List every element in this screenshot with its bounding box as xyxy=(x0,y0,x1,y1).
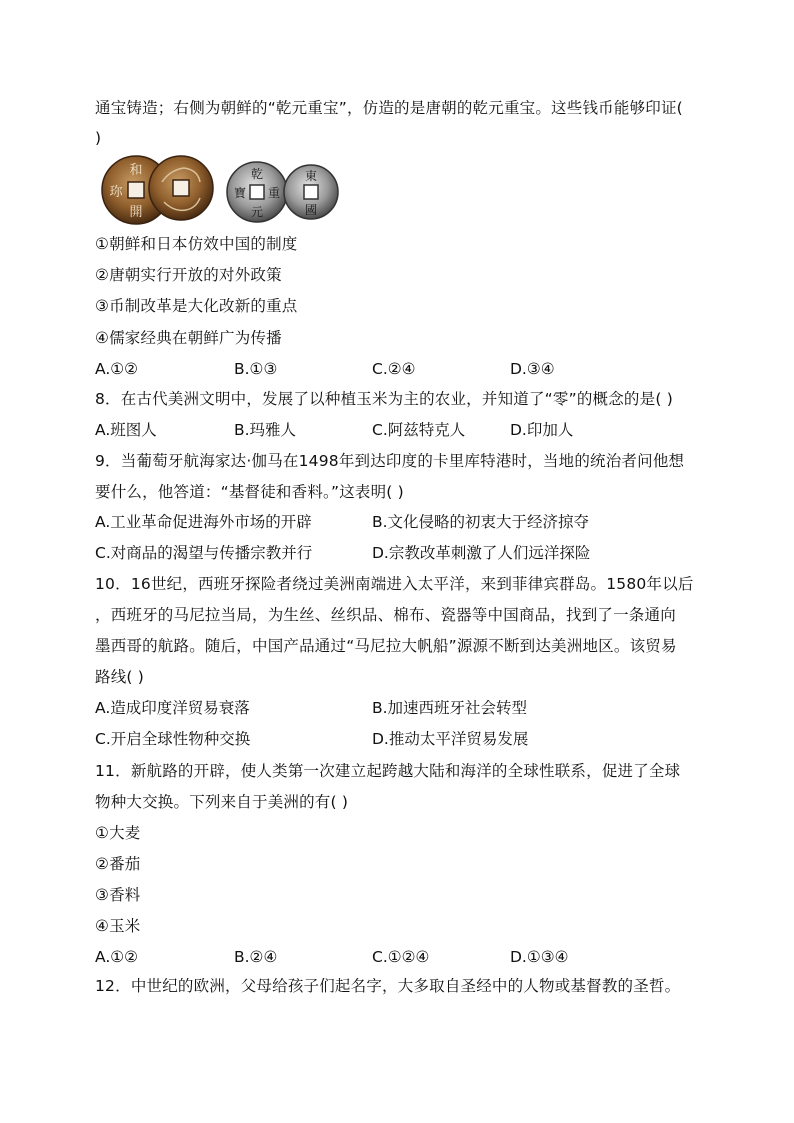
q7-option-c[interactable]: C.②④ xyxy=(372,360,416,378)
q10-option-a[interactable]: A.造成印度洋贸易衰落 xyxy=(95,699,250,717)
svg-text:國: 國 xyxy=(304,203,318,217)
coin-bronze-reverse xyxy=(149,156,213,220)
q11-option-c[interactable]: C.①②④ xyxy=(372,948,430,966)
svg-text:東: 東 xyxy=(304,169,318,183)
q10-stem-line1: 10．16世纪，西班牙探险者绕过美洲南端进入太平洋，来到菲律宾群岛。1580年以后 xyxy=(95,575,694,593)
q11-stem-line1: 11．新航路的开辟，使人类第一次建立起跨越大陆和海洋的全球性联系，促进了全球 xyxy=(95,762,681,780)
q7-item-4: ④儒家经典在朝鲜广为传播 xyxy=(95,329,282,347)
q8-option-b[interactable]: B.玛雅人 xyxy=(234,421,297,439)
coins-illustration xyxy=(100,152,340,228)
q7-item-1: ①朝鲜和日本仿效中国的制度 xyxy=(95,235,298,253)
q10-option-c[interactable]: C.开启全球性物种交换 xyxy=(95,730,251,748)
q9-stem-line1: 9．当葡萄牙航海家达·伽马在1498年到达印度的卡里库特港时，当地的统治者问他想 xyxy=(95,452,685,470)
q7-stem-line2: ) xyxy=(95,129,102,147)
q11-option-b[interactable]: B.②④ xyxy=(234,948,278,966)
q8-option-d[interactable]: D.印加人 xyxy=(510,421,574,439)
svg-text:和: 和 xyxy=(129,163,143,178)
q7-item-2: ②唐朝实行开放的对外政策 xyxy=(95,266,282,284)
coin-dongguo xyxy=(284,165,338,219)
q8-option-a[interactable]: A.班图人 xyxy=(95,421,157,439)
svg-text:開: 開 xyxy=(129,205,143,220)
svg-text:重: 重 xyxy=(267,186,281,200)
q8-option-c[interactable]: C.阿兹特克人 xyxy=(372,421,466,439)
svg-text:乾: 乾 xyxy=(250,167,264,181)
q11-item-4: ④玉米 xyxy=(95,917,141,935)
q11-stem-line2: 物种大交换。下列来自于美洲的有( ) xyxy=(95,793,349,811)
q11-item-3: ③香料 xyxy=(95,886,141,904)
q8-stem: 8．在古代美洲文明中，发展了以种植玉米为主的农业，并知道了“零”的概念的是( ) xyxy=(95,390,673,408)
q11-item-1: ①大麦 xyxy=(95,824,141,842)
q9-option-b[interactable]: B.文化侵略的初衷大于经济掠夺 xyxy=(372,513,590,531)
q10-option-d[interactable]: D.推动太平洋贸易发展 xyxy=(372,730,529,748)
q11-option-d[interactable]: D.①③④ xyxy=(510,948,569,966)
q11-option-a[interactable]: A.①② xyxy=(95,948,139,966)
q10-stem-line2: ，西班牙的马尼拉当局，为生丝、丝织品、棉布、瓷器等中国商品，找到了一条通向 xyxy=(95,606,676,624)
q7-option-a[interactable]: A.①② xyxy=(95,360,139,378)
q7-option-d[interactable]: D.③④ xyxy=(510,360,555,378)
q9-option-a[interactable]: A.工业革命促进海外市场的开辟 xyxy=(95,513,312,531)
q10-stem-line3: 墨西哥的航路。随后，中国产品通过“马尼拉大帆船”源源不断到达美洲地区。该贸易 xyxy=(95,637,677,655)
q10-option-b[interactable]: B.加速西班牙社会转型 xyxy=(372,699,528,717)
svg-text:珎: 珎 xyxy=(109,185,123,200)
svg-text:元: 元 xyxy=(250,205,264,219)
svg-text:寶: 寶 xyxy=(233,186,247,200)
q10-stem-line4: 路线( ) xyxy=(95,668,145,686)
q7-option-b[interactable]: B.①③ xyxy=(234,360,278,378)
q9-option-c[interactable]: C.对商品的渴望与传播宗教并行 xyxy=(95,544,313,562)
q7-stem-line1: 通宝铸造；右侧为朝鲜的“乾元重宝”，仿造的是唐朝的乾元重宝。这些钱币能够印证( xyxy=(95,99,683,117)
q11-item-2: ②番茄 xyxy=(95,855,141,873)
q9-stem-line2: 要什么，他答道：“基督徒和香料。”这表明( ) xyxy=(95,483,404,501)
q7-item-3: ③币制改革是大化改新的重点 xyxy=(95,297,298,315)
q12-stem-line1: 12．中世纪的欧洲，父母给孩子们起名字，大多取自圣经中的人物或基督教的圣哲。 xyxy=(95,977,681,995)
coin-qianyuan-zhongbao xyxy=(227,162,287,222)
q9-option-d[interactable]: D.宗教改革刺激了人们远洋探险 xyxy=(372,544,591,562)
